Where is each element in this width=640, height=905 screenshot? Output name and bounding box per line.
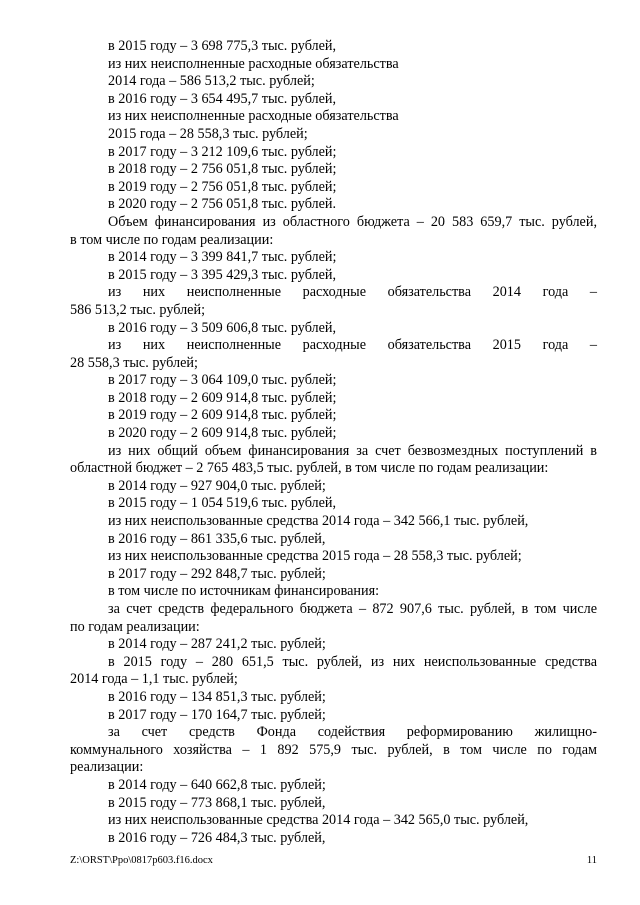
text-line: в 2017 году – 292 848,7 тыс. рублей; — [108, 565, 326, 582]
text-line: в 2015 году – 3 395 429,3 тыс. рублей, — [108, 266, 337, 283]
text-line: из них общий объем финансирования за счет безвозмездных поступлений в — [108, 442, 597, 459]
text-line: из них неиспользованные средства 2014 года – 342 566,1 тыс. рублей, — [108, 513, 529, 530]
text-line: за счет средств федерального бюджета – 872 907,6 тыс. рублей, в том числе — [108, 601, 597, 617]
text-line: в 2016 году – 3 654 495,7 тыс. рублей, — [108, 90, 337, 107]
text-line: в том числе по годам реализации: — [70, 231, 274, 248]
text-line: в 2020 году – 2 756 051,8 тыс. рублей. — [108, 196, 337, 213]
text-line: в 2020 году – 2 609 914,8 тыс. рублей; — [108, 425, 337, 442]
text-line: 2014 года – 1,1 тыс. рублей; — [70, 671, 238, 688]
text-line: в 2017 году – 3 064 109,0 тыс. рублей; — [108, 372, 337, 389]
text-line: в 2016 году – 861 335,6 тыс. рублей, — [108, 530, 326, 547]
text-line: в 2017 году – 170 164,7 тыс. рублей; — [108, 706, 326, 723]
text-line: из них неиспользованные средства 2014 года – 342 565,0 тыс. рублей, — [108, 812, 529, 829]
text-line: в том числе по источникам финансирования: — [108, 583, 380, 600]
text-line: 2015 года – 28 558,3 тыс. рублей; — [108, 125, 308, 142]
page-number: 11 — [586, 855, 597, 866]
text-line: в 2016 году – 134 851,3 тыс. рублей; — [108, 688, 326, 705]
text-line: коммунального хозяйства – 1 892 575,9 тыс. рублей, в том числе по годам — [70, 741, 597, 758]
text-line: в 2017 году – 3 212 109,6 тыс. рублей; — [108, 143, 337, 160]
text-line: в 2019 году – 2 609 914,8 тыс. рублей; — [108, 407, 337, 424]
text-line: реализации: — [70, 759, 144, 776]
text-line: Объем финансирования из областного бюджета – 20 583 659,7 тыс. рублей, — [108, 213, 597, 230]
text-line: в 2016 году – 3 509 606,8 тыс. рублей, — [108, 319, 337, 336]
text-line: в 2015 году – 773 868,1 тыс. рублей, — [108, 794, 326, 811]
text-line: в 2018 году – 2 756 051,8 тыс. рублей; — [108, 161, 337, 178]
text-line: в 2016 году – 726 484,3 тыс. рублей, — [108, 829, 326, 846]
page-footer — [70, 855, 597, 866]
text-line: по годам реализации: — [70, 618, 200, 635]
file-path: Z:\ORST\Ppo\0817p603.f16.docx — [70, 855, 213, 866]
text-line: в 2014 году – 640 662,8 тыс. рублей; — [108, 776, 326, 793]
body-text — [70, 38, 597, 847]
text-line: из них неиспользованные средства 2015 года – 28 558,3 тыс. рублей; — [108, 548, 522, 565]
text-line: из них неисполненные расходные обязательства — [108, 55, 399, 72]
text-line: в 2014 году – 287 241,2 тыс. рублей; — [108, 636, 326, 653]
text-line: в 2015 году – 280 651,5 тыс. рублей, из них неиспользованные средства — [108, 653, 597, 670]
text-line: из них неисполненные расходные обязательства — [108, 108, 399, 125]
text-line: в 2019 году – 2 756 051,8 тыс. рублей; — [108, 178, 337, 195]
text-line: в 2015 году – 3 698 775,3 тыс. рублей, — [108, 38, 337, 54]
text-line: из них неисполненные расходные обязательства 2015 года – — [108, 337, 597, 354]
text-line: 586 513,2 тыс. рублей; — [70, 301, 206, 318]
text-line: в 2014 году – 3 399 841,7 тыс. рублей; — [108, 249, 337, 266]
text-line: за счет средств Фонда содействия реформированию жилищно- — [108, 724, 597, 741]
text-line: из них неисполненные расходные обязательства 2014 года – — [108, 284, 597, 301]
text-line: 28 558,3 тыс. рублей; — [70, 354, 198, 371]
text-line: в 2015 году – 1 054 519,6 тыс. рублей, — [108, 495, 337, 512]
text-line: 2014 года – 586 513,2 тыс. рублей; — [108, 73, 315, 90]
text-line: в 2014 году – 927 904,0 тыс. рублей; — [108, 477, 326, 494]
text-line: областной бюджет – 2 765 483,5 тыс. рублей, в том числе по годам реализации: — [70, 460, 549, 477]
text-line: в 2018 году – 2 609 914,8 тыс. рублей; — [108, 389, 337, 406]
